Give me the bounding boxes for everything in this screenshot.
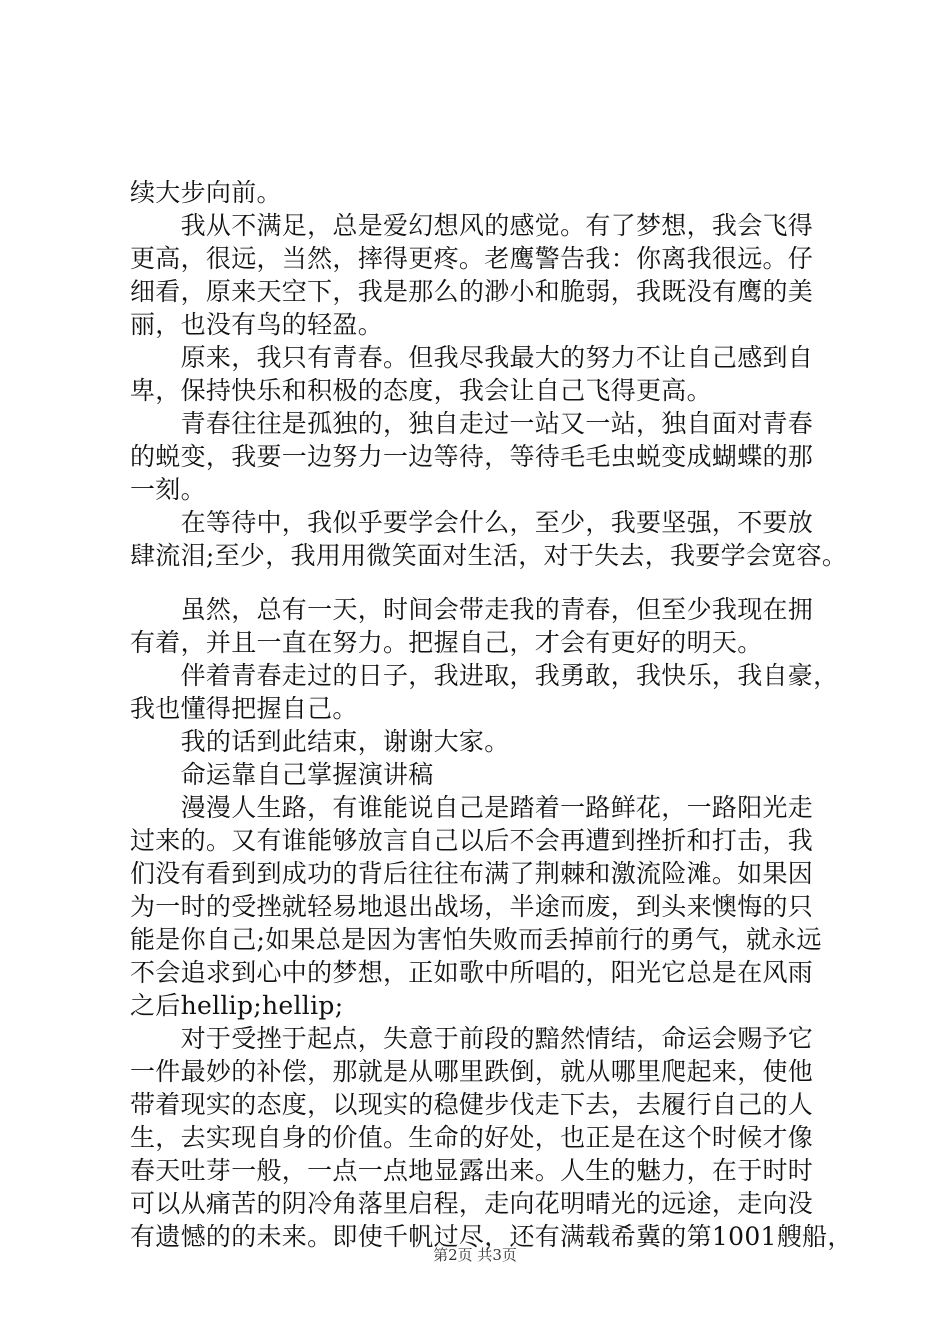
- text-line: 一刻。: [130, 475, 206, 504]
- text-line: 伴着青春走过的日子，我进取，我勇敢，我快乐，我自豪，: [130, 661, 839, 690]
- text-line: 漫漫人生路，有谁能说自己是踏着一路鲜花，一路阳光走: [130, 793, 814, 822]
- text-line: 一件最妙的补偿，那就是从哪里跌倒，就从哪里爬起来，使他: [130, 1057, 814, 1086]
- text-line: 细看，原来天空下，我是那么的渺小和脆弱，我既没有鹰的美: [130, 277, 814, 306]
- text-line: 的蜕变，我要一边努力一边等待，等待毛毛虫蜕变成蝴蝶的那: [130, 442, 814, 471]
- text-line: 过来的。又有谁能够放言自己以后不会再遭到挫折和打击，我: [130, 826, 814, 855]
- text-line: 为一时的受挫就轻易地退出战场，半途而废，到头来懊悔的只: [130, 892, 814, 921]
- section-heading: 命运靠自己掌握演讲稿: [130, 760, 434, 789]
- text-line: 我从不满足，总是爱幻想风的感觉。有了梦想，我会飞得: [130, 211, 814, 240]
- text-line: 带着现实的态度，以现实的稳健步伐走下去，去履行自己的人: [130, 1090, 814, 1119]
- text-line: 生，去实现自身的价值。生命的好处，也正是在这个时候才像: [130, 1123, 814, 1152]
- text-line: 春天吐芽一般，一点一点地显露出来。人生的魅力，在于时时: [130, 1156, 814, 1185]
- text-line: 我也懂得把握自己。: [130, 694, 358, 723]
- text-line: 虽然，总有一天，时间会带走我的青春，但至少我现在拥: [130, 595, 814, 624]
- text-line: 我的话到此结束，谢谢大家。: [130, 727, 510, 756]
- text-line: 能是你自己;如果总是因为害怕失败而丢掉前行的勇气，就永远: [130, 925, 822, 954]
- page-number-footer: 第2页 共3页: [433, 1246, 517, 1264]
- text-line: 有着，并且一直在努力。把握自己，才会有更好的明天。: [130, 628, 763, 657]
- text-line: 有遗憾的的未来。即使千帆过尽，还有满载希冀的第1001艘船，: [130, 1222, 853, 1251]
- text-line: 丽，也没有鸟的轻盈。: [130, 310, 384, 339]
- text-line: 续大步向前。: [130, 178, 282, 207]
- text-line: 在等待中，我似乎要学会什么，至少，我要坚强，不要放: [130, 508, 814, 537]
- text-line: 对于受挫于起点，失意于前段的黯然情结，命运会赐予它: [130, 1024, 814, 1053]
- text-line: 更高，很远，当然，摔得更疼。老鹰警告我：你离我很远。仔: [130, 244, 814, 273]
- text-line: 青春往往是孤独的，独自走过一站又一站，独自面对青春: [130, 409, 814, 438]
- text-line: 卑，保持快乐和积极的态度，我会让自己飞得更高。: [130, 376, 712, 405]
- text-line: 肆流泪;至少，我用用微笑面对生活，对于失去，我要学会宽容。: [130, 541, 848, 570]
- text-line: 可以从痛苦的阴冷角落里启程，走向花明晴光的远途，走向没: [130, 1189, 814, 1218]
- text-line: 之后hellip;hellip;: [130, 991, 344, 1020]
- text-line: 原来，我只有青春。但我尽我最大的努力不让自己感到自: [130, 343, 814, 372]
- text-line: 们没有看到到成功的背后往往布满了荆棘和激流险滩。如果因: [130, 859, 814, 888]
- text-line: 不会追求到心中的梦想，正如歌中所唱的，阳光它总是在风雨: [130, 958, 814, 987]
